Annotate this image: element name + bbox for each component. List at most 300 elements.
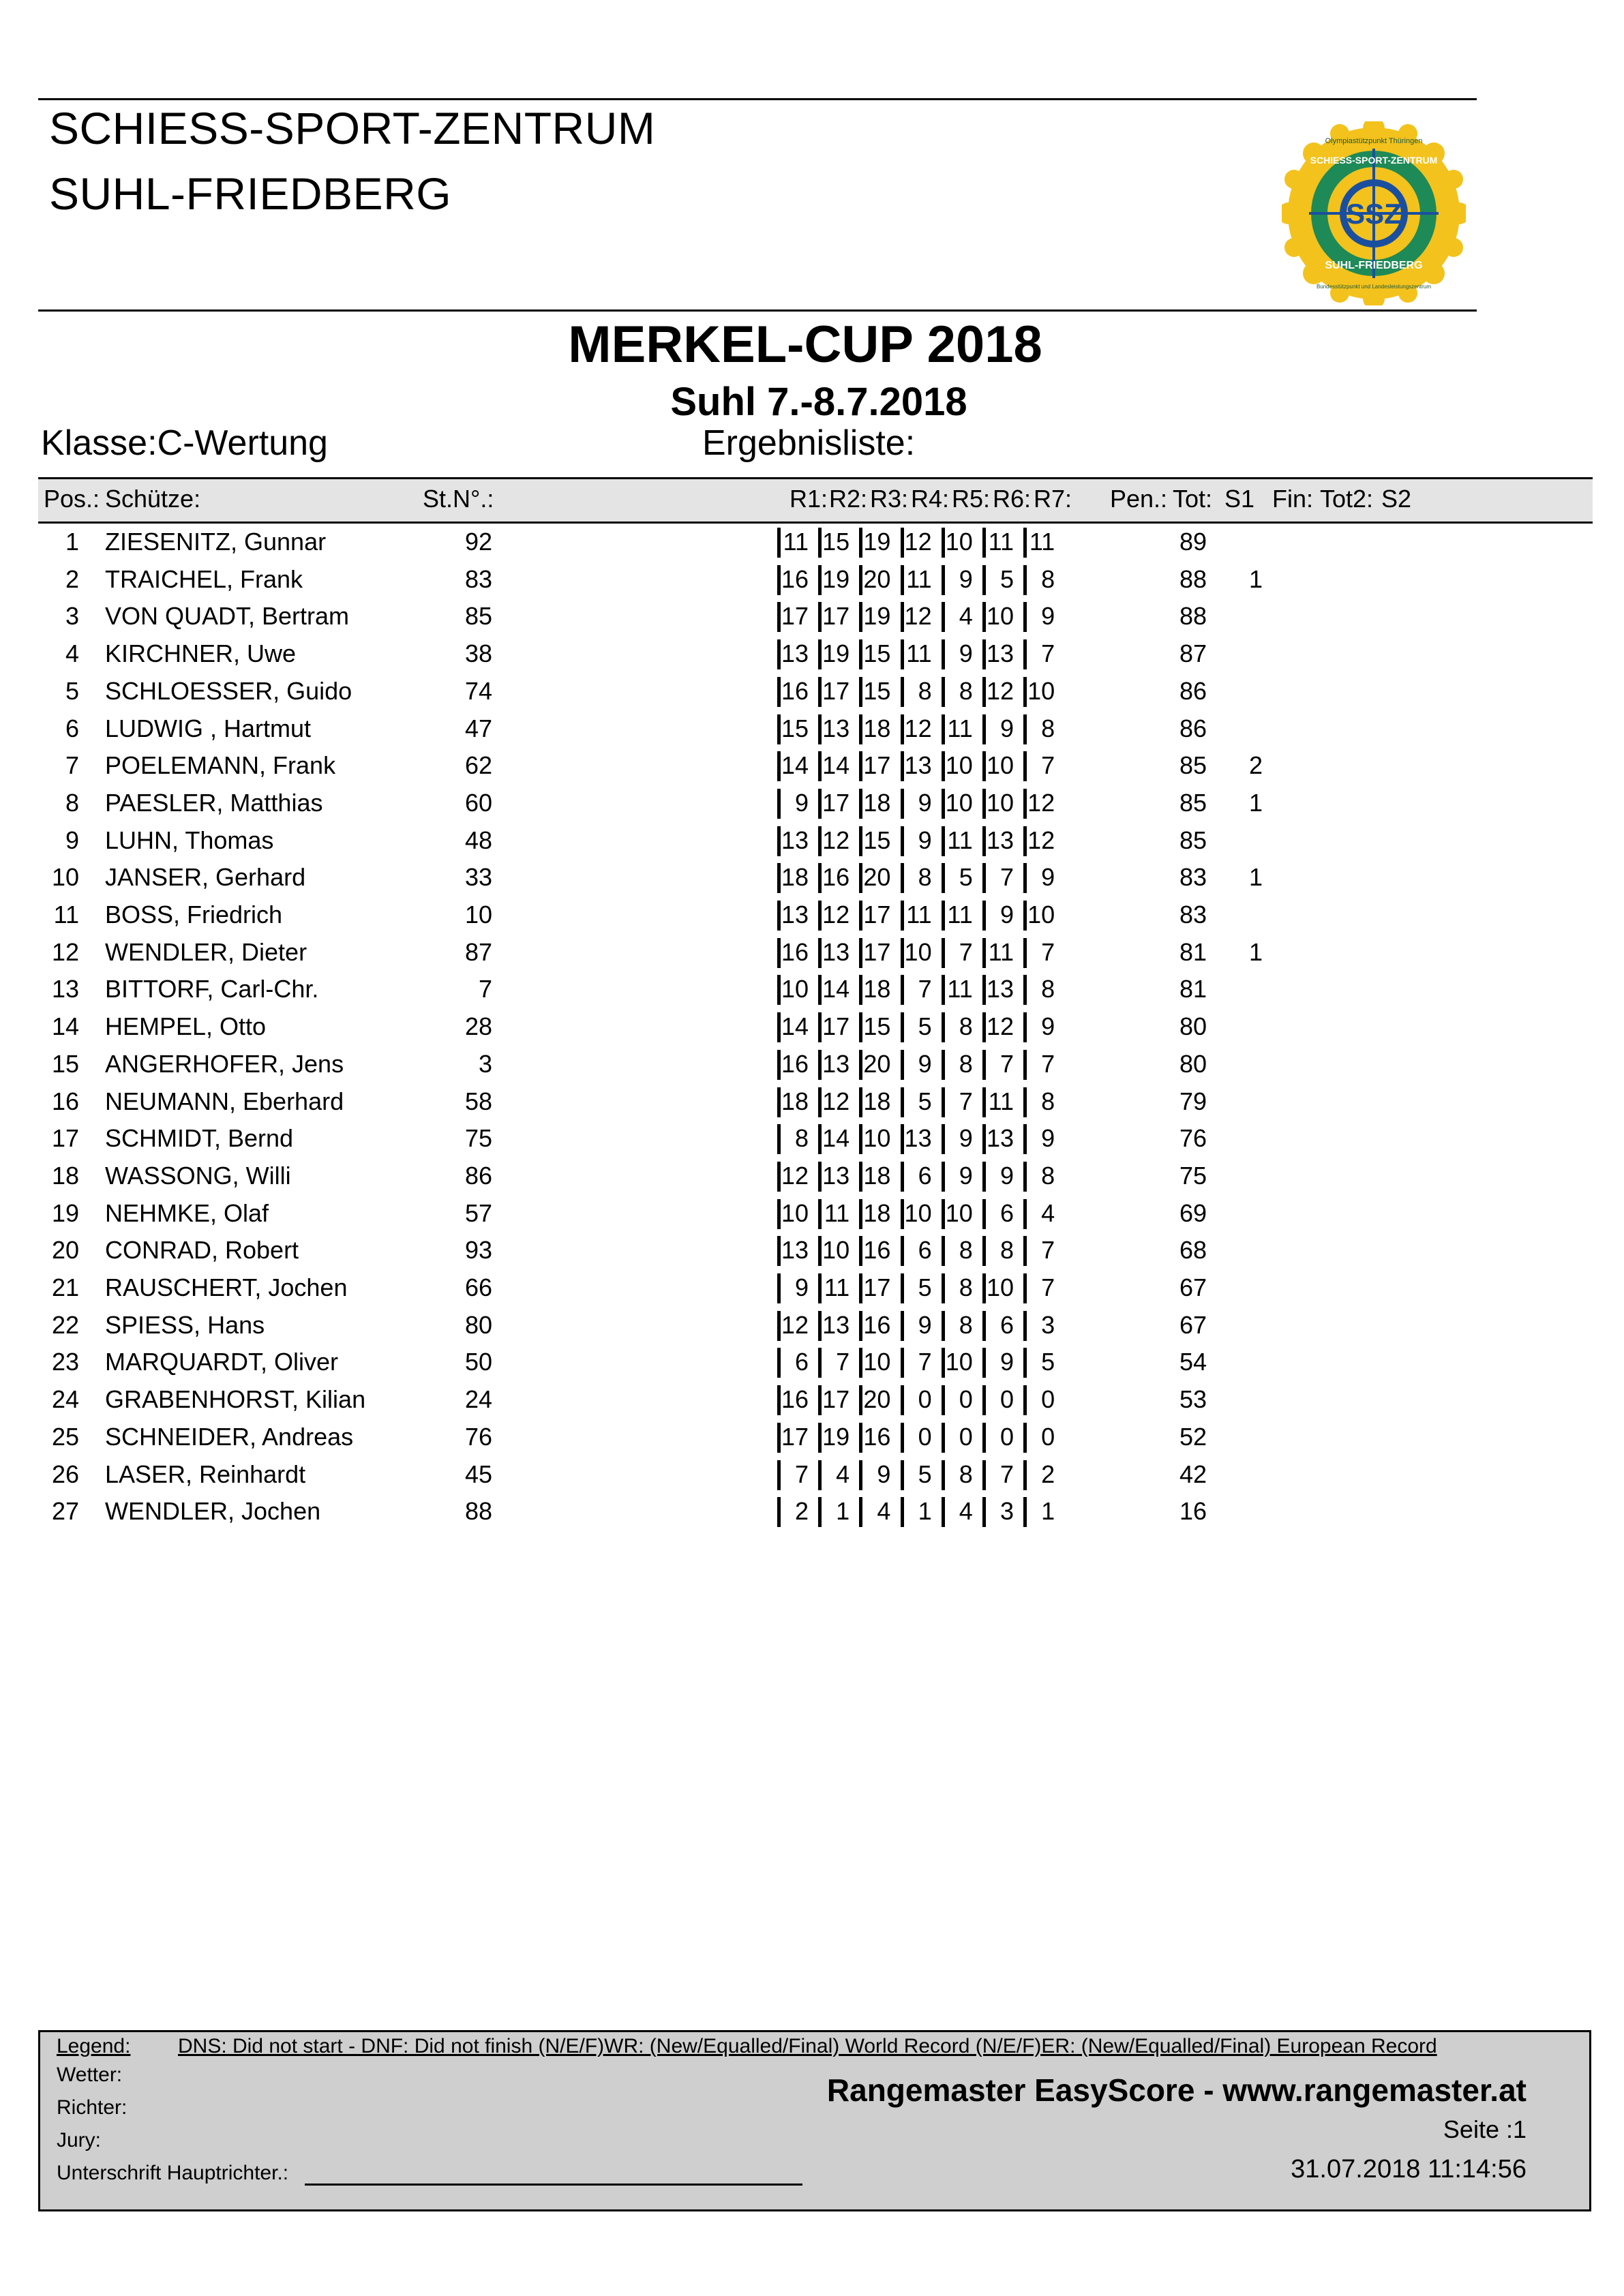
cell-r4: 12 bbox=[904, 528, 932, 556]
round-separator bbox=[818, 1348, 822, 1378]
round-separator bbox=[1023, 826, 1027, 856]
cell-r5: 8 bbox=[959, 1012, 973, 1041]
cell-r1: 9 bbox=[794, 788, 809, 817]
round-separator bbox=[859, 602, 862, 632]
cell-r2: 17 bbox=[822, 1385, 850, 1414]
cell-r1: 14 bbox=[781, 1012, 809, 1041]
round-separator bbox=[777, 1385, 781, 1415]
cell-shooter: WASSONG, Willi bbox=[105, 1161, 291, 1190]
round-separator bbox=[1023, 528, 1027, 558]
cell-r4: 8 bbox=[918, 676, 932, 705]
cell-total: 42 bbox=[1179, 1460, 1207, 1488]
cell-pos: 11 bbox=[53, 901, 79, 928]
cell-r5: 8 bbox=[959, 676, 973, 705]
cell-pos: 2 bbox=[65, 564, 79, 593]
round-separator bbox=[982, 1460, 986, 1490]
cell-stn: 3 bbox=[478, 1049, 492, 1078]
cell-r6: 7 bbox=[999, 1460, 1014, 1488]
cell-r2: 12 bbox=[822, 901, 850, 928]
header-tot: Tot: bbox=[1173, 485, 1213, 513]
cell-r5: 7 bbox=[959, 1087, 973, 1115]
cell-r1: 16 bbox=[781, 1049, 809, 1078]
cell-r1: 13 bbox=[781, 639, 809, 668]
cell-r4: 1 bbox=[918, 1497, 932, 1526]
cell-r4: 7 bbox=[918, 1348, 932, 1376]
cell-stn: 85 bbox=[464, 602, 492, 631]
cell-r4: 13 bbox=[904, 1124, 932, 1153]
cell-r7: 11 bbox=[1029, 528, 1055, 556]
cell-total: 81 bbox=[1179, 975, 1207, 1003]
round-separator bbox=[982, 751, 986, 781]
cell-pos: 10 bbox=[51, 863, 79, 892]
round-separator bbox=[982, 714, 986, 744]
cell-r7: 8 bbox=[1041, 1161, 1055, 1190]
cell-stn: 66 bbox=[464, 1273, 492, 1301]
cell-total: 67 bbox=[1179, 1273, 1207, 1301]
round-separator bbox=[901, 1199, 904, 1229]
header-fin: Fin: bbox=[1272, 485, 1314, 513]
cell-r3: 18 bbox=[863, 714, 891, 742]
cell-r5: 7 bbox=[959, 937, 973, 966]
club-name-line2: SUHL-FRIEDBERG bbox=[49, 168, 452, 219]
round-separator bbox=[777, 789, 781, 819]
round-separator bbox=[818, 938, 822, 968]
round-separator bbox=[859, 1087, 862, 1117]
cell-total: 67 bbox=[1179, 1310, 1207, 1339]
round-separator bbox=[901, 1423, 904, 1453]
cell-r4: 5 bbox=[918, 1273, 932, 1301]
header-rule bbox=[38, 309, 1477, 312]
round-separator bbox=[901, 1460, 904, 1490]
cell-total: 53 bbox=[1179, 1385, 1207, 1414]
cell-r6: 12 bbox=[986, 676, 1014, 705]
round-separator bbox=[1023, 1497, 1027, 1527]
cell-r1: 11 bbox=[783, 528, 809, 556]
cell-shooter: PAESLER, Matthias bbox=[105, 788, 323, 817]
cell-r4: 11 bbox=[906, 639, 932, 668]
cell-r7: 7 bbox=[1041, 639, 1055, 668]
cell-r3: 18 bbox=[863, 1087, 891, 1115]
header-r7: R7: bbox=[1034, 485, 1072, 513]
cell-shooter: NEUMANN, Eberhard bbox=[105, 1087, 344, 1115]
round-separator bbox=[818, 1087, 822, 1117]
cell-r1: 12 bbox=[781, 1161, 809, 1190]
round-separator bbox=[942, 1162, 945, 1192]
round-separator bbox=[901, 714, 904, 744]
round-separator bbox=[777, 1423, 781, 1453]
round-separator bbox=[859, 826, 862, 856]
cell-r1: 15 bbox=[781, 714, 809, 742]
round-separator bbox=[982, 1050, 986, 1080]
cell-r1: 10 bbox=[781, 975, 809, 1003]
round-separator bbox=[982, 1311, 986, 1341]
cell-shooter: BOSS, Friedrich bbox=[105, 901, 283, 928]
round-separator bbox=[942, 1012, 945, 1042]
round-separator bbox=[859, 1162, 862, 1192]
cell-pos: 3 bbox=[65, 602, 79, 631]
ssz-logo bbox=[1282, 121, 1466, 305]
cell-r3: 16 bbox=[863, 1310, 891, 1339]
round-separator bbox=[901, 565, 904, 595]
cell-r5: 11 bbox=[947, 826, 973, 854]
cell-pos: 26 bbox=[51, 1460, 79, 1488]
cell-r6: 11 bbox=[988, 937, 1014, 966]
round-separator bbox=[818, 677, 822, 707]
cell-r5: 8 bbox=[959, 1273, 973, 1301]
event-subtitle: Suhl 7.-8.7.2018 bbox=[670, 380, 967, 424]
cell-r5: 8 bbox=[959, 1460, 973, 1488]
round-separator bbox=[942, 789, 945, 819]
cell-shooter: NEHMKE, Olaf bbox=[105, 1198, 269, 1227]
round-separator bbox=[942, 714, 945, 744]
cell-r1: 9 bbox=[794, 1273, 809, 1301]
round-separator bbox=[859, 901, 862, 931]
round-separator bbox=[942, 1087, 945, 1117]
cell-r1: 6 bbox=[794, 1348, 809, 1376]
round-separator bbox=[942, 1236, 945, 1266]
cell-pos: 18 bbox=[51, 1161, 79, 1190]
cell-r1: 17 bbox=[781, 1422, 809, 1451]
round-separator bbox=[777, 901, 781, 931]
cell-r2: 4 bbox=[836, 1460, 850, 1488]
round-separator bbox=[901, 751, 904, 781]
cell-r2: 7 bbox=[836, 1348, 850, 1376]
cell-pos: 15 bbox=[51, 1049, 79, 1078]
cell-shooter: SCHNEIDER, Andreas bbox=[105, 1422, 354, 1451]
cell-shooter: CONRAD, Robert bbox=[105, 1236, 299, 1265]
round-separator bbox=[859, 1311, 862, 1341]
round-separator bbox=[818, 901, 822, 931]
cell-r4: 9 bbox=[918, 1049, 932, 1078]
cell-r7: 10 bbox=[1027, 676, 1055, 705]
cell-pos: 4 bbox=[65, 639, 79, 668]
table-row bbox=[0, 1456, 1624, 1493]
round-separator bbox=[1023, 1124, 1027, 1154]
cell-s1: 1 bbox=[1248, 863, 1263, 892]
round-separator bbox=[982, 1273, 986, 1303]
cell-total: 83 bbox=[1179, 901, 1207, 928]
cell-r1: 13 bbox=[781, 1236, 809, 1265]
cell-shooter: SCHLOESSER, Guido bbox=[105, 676, 352, 705]
round-separator bbox=[859, 528, 862, 558]
round-separator bbox=[1023, 901, 1027, 931]
cell-r4: 9 bbox=[918, 1310, 932, 1339]
cell-r2: 17 bbox=[822, 788, 850, 817]
round-separator bbox=[859, 1460, 862, 1490]
round-separator bbox=[1023, 1162, 1027, 1192]
cell-r3: 17 bbox=[863, 901, 891, 928]
round-separator bbox=[942, 826, 945, 856]
cell-pos: 22 bbox=[51, 1310, 79, 1339]
cell-total: 80 bbox=[1179, 1049, 1207, 1078]
cell-stn: 60 bbox=[464, 788, 492, 817]
table-row bbox=[0, 859, 1624, 896]
legend-text: DNS: Did not start - DNF: Did not finish (N/E/F)WR: (New/Equalled/Final) World Record (N/E/F)ER: (New/Equalled/Final) European Record bbox=[178, 2035, 1437, 2057]
signature-line bbox=[305, 2184, 802, 2186]
cell-total: 75 bbox=[1179, 1161, 1207, 1190]
cell-r4: 11 bbox=[906, 564, 932, 593]
round-separator bbox=[901, 1348, 904, 1378]
cell-r2: 17 bbox=[822, 1012, 850, 1041]
cell-r7: 9 bbox=[1041, 1012, 1055, 1041]
table-row bbox=[0, 1195, 1624, 1232]
round-separator bbox=[1023, 1460, 1027, 1490]
cell-stn: 24 bbox=[464, 1385, 492, 1414]
cell-r2: 13 bbox=[822, 1310, 850, 1339]
table-row bbox=[0, 1008, 1624, 1045]
jury-label: Jury: bbox=[57, 2129, 102, 2151]
round-separator bbox=[1023, 565, 1027, 595]
cell-pos: 23 bbox=[51, 1348, 79, 1376]
cell-stn: 58 bbox=[464, 1087, 492, 1115]
round-separator bbox=[818, 1273, 822, 1303]
club-name-line1: SCHIESS-SPORT-ZENTRUM bbox=[49, 103, 656, 153]
cell-r3: 18 bbox=[863, 1198, 891, 1227]
round-separator bbox=[1023, 1385, 1027, 1415]
cell-r6: 11 bbox=[988, 528, 1014, 556]
wetter-label: Wetter: bbox=[57, 2064, 123, 2086]
cell-r2: 10 bbox=[822, 1236, 850, 1265]
cell-r3: 20 bbox=[863, 1385, 891, 1414]
round-separator bbox=[1023, 1236, 1027, 1266]
cell-pos: 17 bbox=[51, 1124, 79, 1153]
round-separator bbox=[942, 975, 945, 1005]
cell-stn: 38 bbox=[464, 639, 492, 668]
cell-r5: 10 bbox=[945, 528, 973, 556]
cell-r7: 9 bbox=[1041, 863, 1055, 892]
table-row bbox=[0, 635, 1624, 672]
round-separator bbox=[942, 677, 945, 707]
cell-shooter: SPIESS, Hans bbox=[105, 1310, 265, 1339]
cell-r5: 9 bbox=[959, 564, 973, 593]
cell-r2: 1 bbox=[836, 1497, 850, 1526]
cell-r7: 9 bbox=[1041, 602, 1055, 631]
cell-r2: 12 bbox=[822, 826, 850, 854]
round-separator bbox=[818, 1050, 822, 1080]
cell-total: 86 bbox=[1179, 714, 1207, 742]
cell-r6: 5 bbox=[999, 564, 1014, 593]
cell-r6: 13 bbox=[986, 1124, 1014, 1153]
round-separator bbox=[777, 826, 781, 856]
cell-pos: 8 bbox=[65, 788, 79, 817]
round-separator bbox=[1023, 863, 1027, 893]
round-separator bbox=[777, 602, 781, 632]
cell-r7: 1 bbox=[1041, 1497, 1055, 1526]
round-separator bbox=[859, 1423, 862, 1453]
round-separator bbox=[982, 1087, 986, 1117]
table-row bbox=[0, 934, 1624, 971]
round-separator bbox=[1023, 1273, 1027, 1303]
round-separator bbox=[901, 1162, 904, 1192]
cell-r1: 18 bbox=[781, 863, 809, 892]
round-separator bbox=[901, 677, 904, 707]
cell-r3: 20 bbox=[863, 863, 891, 892]
round-separator bbox=[777, 1087, 781, 1117]
cell-r6: 9 bbox=[999, 901, 1014, 928]
round-separator bbox=[942, 1385, 945, 1415]
cell-r2: 11 bbox=[824, 1198, 850, 1227]
round-separator bbox=[777, 1497, 781, 1527]
round-separator bbox=[942, 1311, 945, 1341]
cell-r2: 13 bbox=[822, 714, 850, 742]
cell-total: 16 bbox=[1179, 1497, 1207, 1526]
cell-total: 79 bbox=[1179, 1087, 1207, 1115]
round-separator bbox=[901, 1012, 904, 1042]
cell-r4: 12 bbox=[904, 602, 932, 631]
round-separator bbox=[1023, 789, 1027, 819]
cell-s1: 1 bbox=[1248, 788, 1263, 817]
table-row bbox=[0, 524, 1624, 560]
cell-s1: 1 bbox=[1248, 937, 1263, 966]
round-separator bbox=[859, 975, 862, 1005]
round-separator bbox=[982, 565, 986, 595]
results-list-title: Ergebnisliste: bbox=[702, 423, 916, 463]
cell-stn: 33 bbox=[464, 863, 492, 892]
cell-pos: 25 bbox=[51, 1422, 79, 1451]
header-r6: R6: bbox=[993, 485, 1032, 513]
header-shooter: Schütze: bbox=[105, 485, 201, 513]
cell-stn: 62 bbox=[464, 751, 492, 780]
round-separator bbox=[859, 1497, 862, 1527]
round-separator bbox=[859, 1385, 862, 1415]
cell-r3: 20 bbox=[863, 1049, 891, 1078]
round-separator bbox=[942, 1199, 945, 1229]
round-separator bbox=[942, 938, 945, 968]
round-separator bbox=[942, 1124, 945, 1154]
round-separator bbox=[859, 1273, 862, 1303]
table-row bbox=[0, 710, 1624, 747]
cell-stn: 76 bbox=[464, 1422, 492, 1451]
round-separator bbox=[942, 863, 945, 893]
round-separator bbox=[982, 1124, 986, 1154]
round-separator bbox=[859, 714, 862, 744]
cell-r7: 7 bbox=[1041, 1273, 1055, 1301]
signature-label: Unterschrift Hauptrichter.: bbox=[57, 2162, 289, 2184]
footer-box bbox=[38, 2030, 1591, 2211]
cell-r1: 16 bbox=[781, 937, 809, 966]
round-separator bbox=[777, 714, 781, 744]
header-s1: S1 bbox=[1224, 485, 1255, 513]
round-separator bbox=[859, 1348, 862, 1378]
cell-r6: 6 bbox=[999, 1198, 1014, 1227]
cell-r5: 10 bbox=[945, 1198, 973, 1227]
cell-r1: 14 bbox=[781, 751, 809, 780]
round-separator bbox=[777, 975, 781, 1005]
cell-r1: 12 bbox=[781, 1310, 809, 1339]
round-separator bbox=[942, 565, 945, 595]
cell-stn: 47 bbox=[464, 714, 492, 742]
round-separator bbox=[901, 1124, 904, 1154]
cell-shooter: WENDLER, Jochen bbox=[105, 1497, 321, 1526]
cell-r4: 10 bbox=[904, 1198, 932, 1227]
cell-r7: 8 bbox=[1041, 975, 1055, 1003]
round-separator bbox=[982, 1162, 986, 1192]
cell-r2: 17 bbox=[822, 602, 850, 631]
round-separator bbox=[942, 751, 945, 781]
cell-shooter: POELEMANN, Frank bbox=[105, 751, 336, 780]
round-separator bbox=[982, 938, 986, 968]
cell-total: 85 bbox=[1179, 826, 1207, 854]
round-separator bbox=[859, 938, 862, 968]
cell-r5: 9 bbox=[959, 1124, 973, 1153]
cell-r2: 14 bbox=[822, 751, 850, 780]
cell-stn: 10 bbox=[464, 901, 492, 928]
cell-r7: 12 bbox=[1027, 788, 1055, 817]
cell-r6: 7 bbox=[999, 1049, 1014, 1078]
cell-stn: 28 bbox=[464, 1012, 492, 1041]
round-separator bbox=[818, 602, 822, 632]
cell-r3: 17 bbox=[863, 937, 891, 966]
round-separator bbox=[777, 1348, 781, 1378]
cell-r4: 9 bbox=[918, 788, 932, 817]
cell-r1: 18 bbox=[781, 1087, 809, 1115]
cell-r2: 19 bbox=[822, 564, 850, 593]
cell-s1: 1 bbox=[1248, 564, 1263, 593]
cell-r6: 9 bbox=[999, 714, 1014, 742]
cell-pos: 20 bbox=[51, 1236, 79, 1265]
round-separator bbox=[1023, 751, 1027, 781]
legend-label: Legend: bbox=[57, 2035, 131, 2057]
round-separator bbox=[1023, 1087, 1027, 1117]
round-separator bbox=[901, 789, 904, 819]
round-separator bbox=[901, 1273, 904, 1303]
cell-stn: 87 bbox=[464, 937, 492, 966]
cell-r5: 10 bbox=[945, 1348, 973, 1376]
cell-r5: 11 bbox=[947, 901, 973, 928]
cell-r1: 13 bbox=[781, 826, 809, 854]
cell-r6: 13 bbox=[986, 826, 1014, 854]
round-separator bbox=[777, 1273, 781, 1303]
cell-pos: 24 bbox=[51, 1385, 79, 1414]
table-row bbox=[0, 896, 1624, 933]
cell-r2: 19 bbox=[822, 1422, 850, 1451]
round-separator bbox=[1023, 1311, 1027, 1341]
cell-r3: 9 bbox=[877, 1460, 891, 1488]
cell-r1: 16 bbox=[781, 564, 809, 593]
cell-r5: 8 bbox=[959, 1049, 973, 1078]
cell-r2: 12 bbox=[822, 1087, 850, 1115]
cell-r5: 10 bbox=[945, 751, 973, 780]
cell-pos: 6 bbox=[65, 714, 79, 742]
round-separator bbox=[1023, 677, 1027, 707]
round-separator bbox=[901, 1311, 904, 1341]
cell-r1: 2 bbox=[794, 1497, 809, 1526]
cell-total: 69 bbox=[1179, 1198, 1207, 1227]
cell-r2: 16 bbox=[822, 863, 850, 892]
cell-r7: 8 bbox=[1041, 1087, 1055, 1115]
round-separator bbox=[859, 1050, 862, 1080]
cell-r1: 13 bbox=[781, 901, 809, 928]
round-separator bbox=[818, 714, 822, 744]
cell-r4: 9 bbox=[918, 826, 932, 854]
round-separator bbox=[942, 602, 945, 632]
cell-r7: 0 bbox=[1041, 1385, 1055, 1414]
cell-r1: 16 bbox=[781, 1385, 809, 1414]
header-r1: R1: bbox=[790, 485, 828, 513]
cell-r5: 9 bbox=[959, 1161, 973, 1190]
table-row bbox=[0, 1381, 1624, 1418]
cell-total: 89 bbox=[1179, 528, 1207, 556]
table-row bbox=[0, 971, 1624, 1008]
cell-shooter: GRABENHORST, Kilian bbox=[105, 1385, 366, 1414]
round-separator bbox=[859, 639, 862, 669]
round-separator bbox=[982, 826, 986, 856]
round-separator bbox=[777, 1236, 781, 1266]
round-separator bbox=[818, 1236, 822, 1266]
round-separator bbox=[818, 1460, 822, 1490]
cell-shooter: MARQUARDT, Oliver bbox=[105, 1348, 339, 1376]
round-separator bbox=[1023, 1348, 1027, 1378]
